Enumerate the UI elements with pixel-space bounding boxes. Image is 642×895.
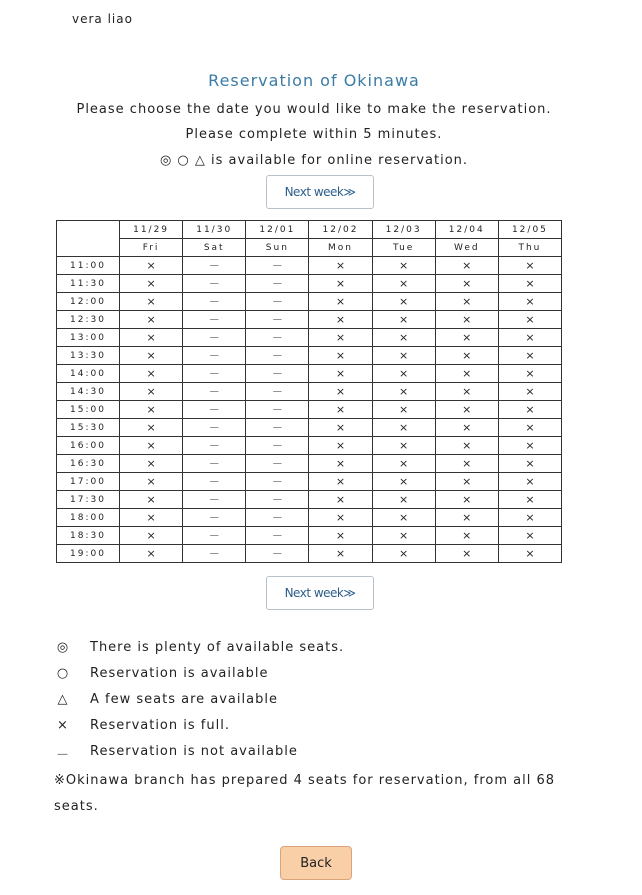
time-label: 14:30	[57, 383, 120, 401]
slot-status: －	[183, 257, 246, 275]
slot-status: ×	[372, 473, 435, 491]
slot-status: ×	[498, 419, 561, 437]
slot-status: －	[246, 419, 309, 437]
time-slot-row	[57, 545, 562, 563]
time-label: 16:30	[57, 455, 120, 473]
slot-status: ×	[435, 311, 498, 329]
slot-status: ×	[120, 365, 183, 383]
slot-status: ×	[498, 365, 561, 383]
time-label: 11:30	[57, 275, 120, 293]
slot-status: ×	[120, 455, 183, 473]
slot-status: ×	[120, 383, 183, 401]
slot-status: －	[183, 293, 246, 311]
legend-item-available	[54, 666, 574, 692]
slot-status: －	[246, 473, 309, 491]
slot-status: ×	[120, 275, 183, 293]
slot-status: －	[246, 509, 309, 527]
slot-status: ×	[435, 437, 498, 455]
time-slot-row	[57, 257, 562, 275]
time-label: 17:00	[57, 473, 120, 491]
slot-status: ×	[120, 293, 183, 311]
slot-status: ×	[435, 329, 498, 347]
legend-text: There is plenty of available seats.	[90, 640, 345, 655]
slot-status: ×	[372, 527, 435, 545]
slot-status: ×	[309, 545, 372, 563]
slot-status: －	[246, 491, 309, 509]
slot-status: ×	[120, 491, 183, 509]
slot-status: －	[183, 545, 246, 563]
slot-status: －	[246, 311, 309, 329]
slot-status: ×	[309, 455, 372, 473]
user-name: vera liao	[72, 12, 133, 26]
slot-status: ×	[120, 437, 183, 455]
slot-status: ×	[498, 545, 561, 563]
slot-status: －	[183, 383, 246, 401]
slot-status: －	[246, 545, 309, 563]
weekday-header: Sun	[246, 239, 309, 257]
slot-status: ×	[498, 311, 561, 329]
time-label: 11:00	[57, 257, 120, 275]
slot-status: ×	[372, 347, 435, 365]
triangle-icon: △	[57, 692, 69, 707]
slot-status: ×	[498, 401, 561, 419]
weekday-header: Fri	[120, 239, 183, 257]
slot-status: ×	[498, 437, 561, 455]
slot-status: －	[183, 437, 246, 455]
time-slot-row	[57, 491, 562, 509]
slot-status: ×	[309, 347, 372, 365]
date-header: 12/03	[372, 221, 435, 239]
slot-status: ×	[498, 455, 561, 473]
slot-status: ×	[498, 347, 561, 365]
slot-status: ×	[372, 257, 435, 275]
time-slot-row	[57, 275, 562, 293]
instruction-availability: ◎ ○ △ is available for online reservation.	[159, 153, 469, 168]
legend-item-plenty	[54, 640, 574, 666]
slot-status: －	[183, 311, 246, 329]
slot-status: －	[183, 329, 246, 347]
slot-status: －	[183, 347, 246, 365]
seats-note: ※Okinawa branch has prepared 4 seats for reservation, from all 68 seats.	[54, 773, 556, 814]
time-slot-row	[57, 293, 562, 311]
time-slot-row	[57, 527, 562, 545]
slot-status: －	[246, 527, 309, 545]
legend-text: Reservation is not available	[90, 744, 298, 759]
slot-status: ×	[120, 329, 183, 347]
time-slot-row	[57, 401, 562, 419]
slot-status: ×	[372, 437, 435, 455]
slot-status: ×	[498, 491, 561, 509]
slot-status: －	[183, 455, 246, 473]
time-slot-row	[57, 419, 562, 437]
slot-status: ×	[120, 257, 183, 275]
slot-status: ×	[435, 365, 498, 383]
weekday-header: Wed	[435, 239, 498, 257]
time-slot-row	[57, 455, 562, 473]
slot-status: －	[183, 527, 246, 545]
time-label: 16:00	[57, 437, 120, 455]
time-label: 17:30	[57, 491, 120, 509]
time-label: 13:00	[57, 329, 120, 347]
slot-status: ×	[372, 383, 435, 401]
slot-status: ×	[309, 383, 372, 401]
slot-status: －	[183, 401, 246, 419]
time-slot-row	[57, 311, 562, 329]
slot-status: ×	[435, 347, 498, 365]
page-title: Reservation of Okinawa	[208, 71, 420, 90]
time-label: 18:00	[57, 509, 120, 527]
slot-status: ×	[309, 275, 372, 293]
slot-status: －	[183, 491, 246, 509]
slot-status: ×	[372, 329, 435, 347]
slot-status: ×	[120, 545, 183, 563]
slot-status: ×	[498, 509, 561, 527]
legend	[54, 640, 574, 770]
dash-icon: －	[55, 748, 70, 763]
time-label: 18:30	[57, 527, 120, 545]
corner-cell	[57, 221, 120, 257]
slot-status: ×	[120, 311, 183, 329]
legend-text: Reservation is full.	[90, 718, 230, 733]
slot-status: ×	[498, 275, 561, 293]
slot-status: －	[246, 347, 309, 365]
weekday-header: Mon	[309, 239, 372, 257]
slot-status: ×	[309, 329, 372, 347]
slot-status: ×	[372, 419, 435, 437]
date-header: 11/29	[120, 221, 183, 239]
slot-status: ×	[120, 527, 183, 545]
slot-status: ×	[372, 401, 435, 419]
time-label: 12:30	[57, 311, 120, 329]
slot-status: ×	[498, 383, 561, 401]
slot-status: ×	[435, 293, 498, 311]
slot-status: ×	[435, 455, 498, 473]
legend-text: Reservation is available	[90, 666, 269, 681]
slot-status: －	[183, 275, 246, 293]
time-slot-row	[57, 329, 562, 347]
time-slot-row	[57, 347, 562, 365]
slot-status: ×	[309, 509, 372, 527]
slot-status: －	[246, 275, 309, 293]
slot-status: ×	[498, 293, 561, 311]
slot-status: ×	[120, 347, 183, 365]
time-slot-row	[57, 365, 562, 383]
date-header: 12/05	[498, 221, 561, 239]
slot-status: ×	[120, 509, 183, 527]
date-header: 11/30	[183, 221, 246, 239]
weekday-header: Sat	[183, 239, 246, 257]
slot-status: －	[246, 383, 309, 401]
slot-status: ×	[309, 473, 372, 491]
slot-status: ×	[372, 491, 435, 509]
slot-status: ×	[309, 365, 372, 383]
slot-status: ×	[309, 419, 372, 437]
next-week-button-bottom[interactable]: Next week≫	[266, 576, 374, 610]
slot-status: ×	[372, 311, 435, 329]
slot-status: ×	[435, 383, 498, 401]
time-label: 12:00	[57, 293, 120, 311]
slot-status: ×	[309, 293, 372, 311]
slot-status: ×	[435, 401, 498, 419]
slot-status: ×	[435, 473, 498, 491]
date-header: 12/01	[246, 221, 309, 239]
weekday-header: Tue	[372, 239, 435, 257]
slot-status: ×	[120, 419, 183, 437]
slot-status: ×	[435, 419, 498, 437]
time-label: 19:00	[57, 545, 120, 563]
slot-status: ×	[309, 491, 372, 509]
slot-status: ×	[372, 275, 435, 293]
slot-status: －	[246, 329, 309, 347]
slot-status: ×	[435, 275, 498, 293]
slot-status: －	[183, 509, 246, 527]
slot-status: －	[246, 437, 309, 455]
slot-status: ×	[498, 527, 561, 545]
slot-status: ×	[372, 455, 435, 473]
cross-icon: ×	[57, 718, 69, 733]
slot-status: ×	[498, 329, 561, 347]
slot-status: ×	[498, 257, 561, 275]
slot-status: ×	[372, 293, 435, 311]
weekday-header-row	[57, 239, 562, 257]
slot-status: ×	[120, 473, 183, 491]
slot-status: ×	[435, 527, 498, 545]
time-label: 15:00	[57, 401, 120, 419]
slot-status: －	[183, 365, 246, 383]
slot-status: ×	[309, 401, 372, 419]
legend-item-few	[54, 692, 574, 718]
slot-status: －	[183, 419, 246, 437]
time-slot-row	[57, 473, 562, 491]
double-circle-icon: ◎	[56, 640, 70, 655]
time-label: 13:30	[57, 347, 120, 365]
time-slot-row	[57, 509, 562, 527]
slot-status: ×	[309, 257, 372, 275]
slot-status: －	[246, 401, 309, 419]
slot-status: ×	[372, 365, 435, 383]
slot-status: ×	[309, 527, 372, 545]
slot-status: ×	[435, 509, 498, 527]
time-label: 14:00	[57, 365, 120, 383]
slot-status: －	[246, 293, 309, 311]
date-header-row	[57, 221, 562, 239]
date-header: 12/02	[309, 221, 372, 239]
slot-status: ×	[309, 437, 372, 455]
instruction-time-limit: Please complete within 5 minutes.	[185, 127, 443, 142]
slot-status: －	[183, 473, 246, 491]
slot-status: ×	[435, 257, 498, 275]
time-slot-row	[57, 383, 562, 401]
time-slot-row	[57, 437, 562, 455]
slot-status: ×	[498, 473, 561, 491]
slot-status: ×	[120, 401, 183, 419]
slot-status: ×	[309, 311, 372, 329]
next-week-button-top[interactable]: Next week≫	[266, 175, 374, 209]
slot-status: ×	[435, 545, 498, 563]
slot-status: ×	[435, 491, 498, 509]
slot-status: －	[246, 365, 309, 383]
back-button[interactable]: Back	[280, 846, 352, 880]
time-label: 15:30	[57, 419, 120, 437]
legend-item-not-available	[54, 744, 574, 770]
slot-status: －	[246, 257, 309, 275]
circle-icon: ○	[56, 666, 70, 681]
slot-status: ×	[372, 545, 435, 563]
weekday-header: Thu	[498, 239, 561, 257]
slot-status: ×	[372, 509, 435, 527]
legend-item-full	[54, 718, 574, 744]
slot-status: －	[246, 455, 309, 473]
reservation-calendar	[56, 220, 562, 563]
legend-text: A few seats are available	[90, 692, 278, 707]
instruction-choose-date: Please choose the date you would like to make the reservation.	[76, 102, 552, 117]
date-header: 12/04	[435, 221, 498, 239]
